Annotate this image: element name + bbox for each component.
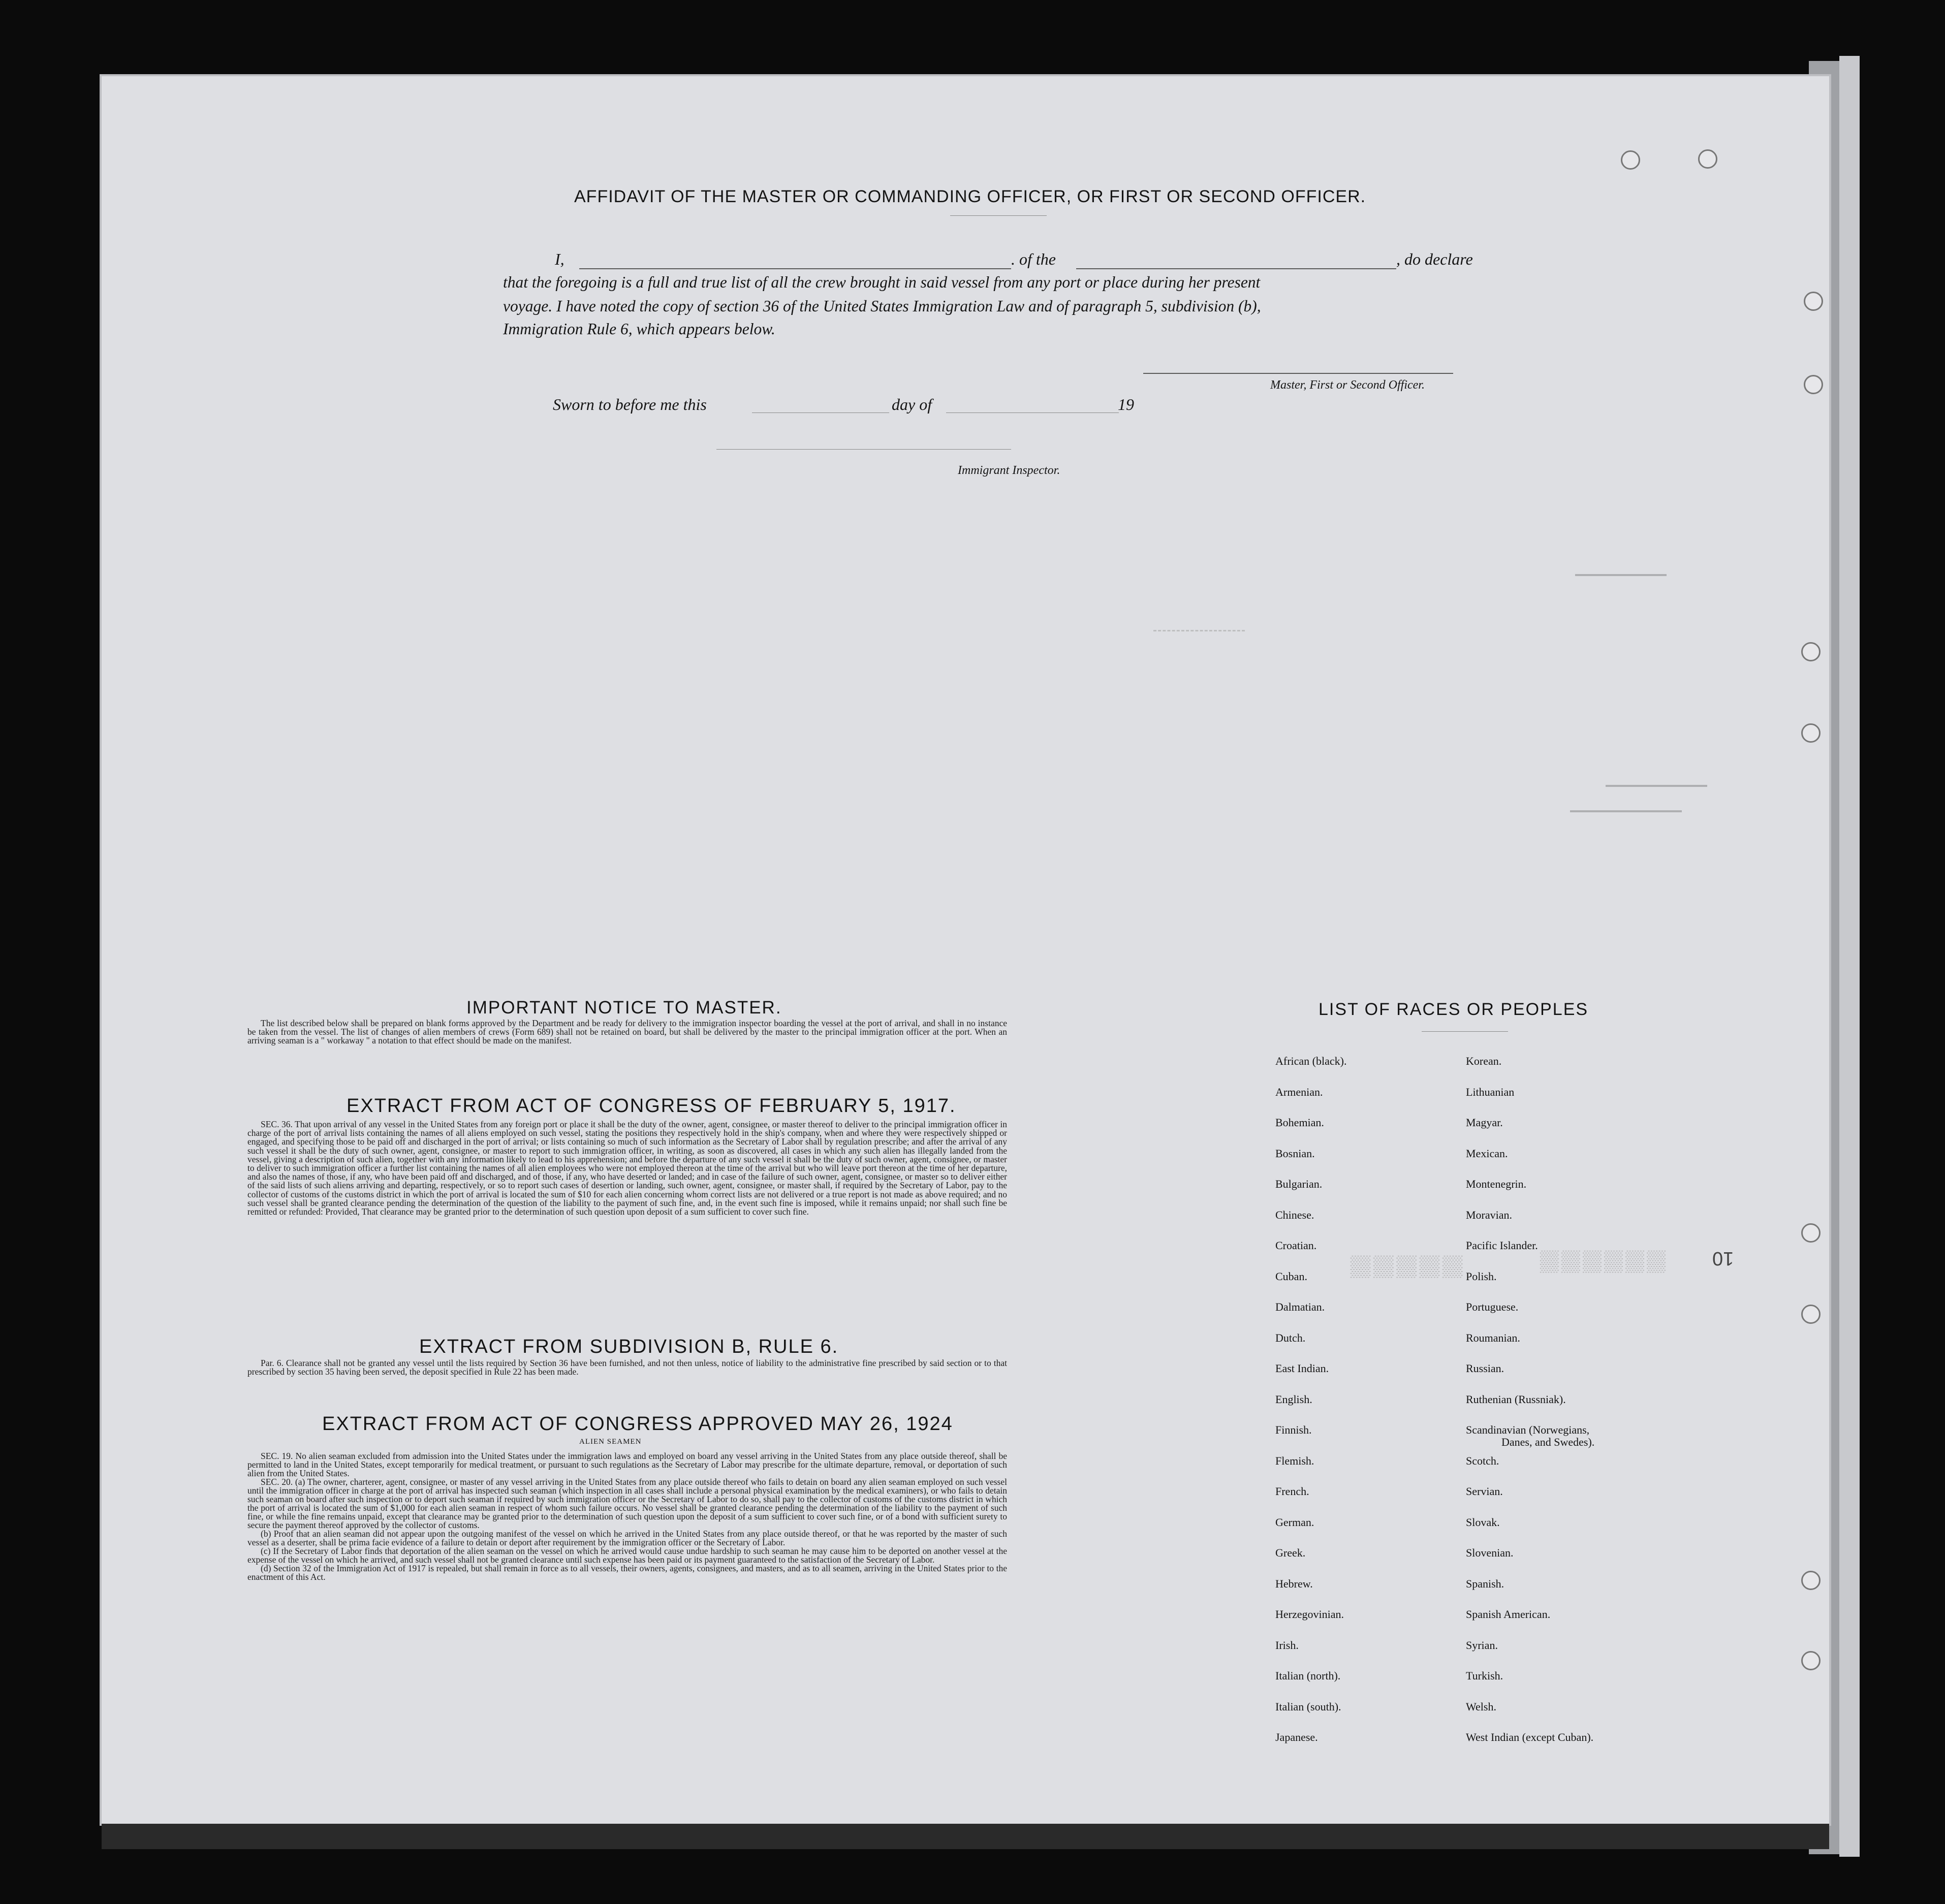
extract-1924-text xyxy=(247,1452,1007,1581)
binder-hole-icon xyxy=(1801,723,1821,743)
page-shadow xyxy=(102,1824,1829,1849)
affidavit-title: AFFIDAVIT OF THE MASTER OR COMMANDING OFFICER, OR FIRST OR SECOND OFFICER. xyxy=(574,187,1366,206)
sworn-day-line[interactable] xyxy=(752,412,889,413)
title-rule xyxy=(950,215,1047,216)
binder-hole-icon xyxy=(1801,1223,1821,1243)
affidavit-of-the: . of the xyxy=(1011,250,1056,268)
race-item: Roumanian. xyxy=(1466,1331,1520,1344)
rule-6-text xyxy=(247,1359,1007,1376)
race-item: Italian (north). xyxy=(1275,1669,1341,1682)
affidavit-line-4: Immigration Rule 6, which appears below. xyxy=(503,320,775,338)
race-item: Bulgarian. xyxy=(1275,1178,1323,1190)
sworn-label: Sworn to before me this xyxy=(553,395,707,414)
master-signature-label: Master, First or Second Officer. xyxy=(1270,378,1425,392)
race-item: Moravian. xyxy=(1466,1208,1513,1221)
races-title: LIST OF RACES OR PEOPLES xyxy=(1319,1000,1589,1019)
race-item: Italian (south). xyxy=(1275,1700,1341,1713)
affidavit-line-3: voyage. I have noted the copy of section 36 of the United States Immigration Law and of paragraph 5, subdivision (b), xyxy=(503,297,1261,315)
race-item: Greek. xyxy=(1275,1546,1306,1559)
section-20a-paragraph: SEC. 20. (a) The owner, charterer, agent, consignee, or master of any vessel arriving in the United States from any place outside thereof who fails to detain on board any alien seaman employed on such vessel until the immigration officer in charge at the port of arrival has inspected such seaman (which inspection in all cases shall include a personal physical examination by the medical examiners), or who fails to detain such seaman on board after such inspection or to deport such seaman if required by such immigration officer or the Secretary of Labor to do so, shall pay to the collector of customs of the customs district in which the port of arrival is located the sum of $1,000 for each alien seaman in respect of whom such failure occurs. No vessel shall be granted clearance pending the determination of the liability to the payment of such fine, or while the fine remains unpaid, except that clearance may be granted prior to the determination of such question upon the deposit of a sum sufficient to cover such fine, or of a bond with sufficient surety to secure the payment thereof approved by the collector of customs. xyxy=(247,1477,1007,1530)
notice-text xyxy=(247,1019,1007,1045)
race-item: Dutch. xyxy=(1275,1331,1306,1344)
name-blank-line[interactable] xyxy=(579,268,1011,269)
binder-hole-icon xyxy=(1801,1571,1821,1590)
race-item: Finnish. xyxy=(1275,1423,1312,1436)
race-item: Turkish. xyxy=(1466,1669,1503,1682)
race-item: Ruthenian (Russniak). xyxy=(1466,1392,1566,1406)
rule-6-paragraph: Par. 6. Clearance shall not be granted any vessel until the lists required by Section 36 have been furnished, and not then unless, notice of liability to the administrative fine prescribed by said section or to that prescribed by section 35 having been served, the deposit specified in Rule 22 has been made. xyxy=(247,1358,1007,1377)
affidavit-i-label: I, xyxy=(555,250,564,268)
race-item: African (black). xyxy=(1275,1055,1347,1067)
race-item: East Indian. xyxy=(1275,1362,1329,1375)
race-item: Spanish. xyxy=(1466,1577,1504,1590)
extract-1924-title: EXTRACT FROM ACT OF CONGRESS APPROVED MAY 26, 1924 xyxy=(322,1413,953,1435)
race-item: West Indian (except Cuban). xyxy=(1466,1731,1594,1743)
sworn-month-line[interactable] xyxy=(946,412,1119,413)
race-item: Montenegrin. xyxy=(1466,1178,1527,1190)
race-item: English. xyxy=(1275,1392,1312,1406)
race-scandinavian-continued: Danes, and Swedes). xyxy=(1501,1436,1595,1448)
binder-hole-icon xyxy=(1621,150,1640,170)
binder-hole-icon xyxy=(1801,1305,1821,1324)
race-item: Mexican. xyxy=(1466,1147,1508,1160)
master-signature-line[interactable] xyxy=(1143,373,1453,374)
race-item: Japanese. xyxy=(1275,1731,1318,1743)
section-36-paragraph: SEC. 36. That upon arrival of any vessel in the United States from any foreign port or place it shall be the duty of the owner, agent, consignee, or master thereof to deliver to the principal immigration officer in charge of the port of arrival lists containing the names of all aliens employed on such vessel, stating the positions they respectively hold in the ship's company, when and where they were respectively shipped or engaged, and specifying those to be paid off and discharged in the port of arrival; or lists containing so much of such information as the Secretary of Labor shall by regulation prescribe; and after the arrival of any such vessel it shall be the duty of such owner, agent, consignee, or master to report to such immigration officer, in writing, as soon as discovered, all cases in which any such alien has illegally landed from the vessel, giving a description of such alien, together with any information likely to lead to his apprehension; and before the departure of any such vessel it shall be the duty of such owner, agent, consignee, or master to deliver to such immigration officer a further list containing the names of all alien employees who were not employed thereon at the time of the arrival but who will leave port thereon at the time of her departure, and also the names of those, if any, who have been paid off and discharged, and of those, if any, who have deserted or landed; and in case of the failure of such owner, agent, consignee, or master so to deliver either of the said lists of such aliens arriving and departing, respectively, or so to report such cases of desertion or landing, such owner, agent, consignee, or master shall, if required by the Secretary of Labor, pay to the collector of customs of the customs district in which the port of arrival is located the sum of $10 for each alien concerning whom correct lists are not delivered or a true report is not made as above required; and no such vessel shall be granted clearance pending the determination of the question of the liability to the payment of such fine, and, in the event such fine is imposed, while it remains unpaid; nor shall such fine be remitted or refunded: Provided, That clearance may be granted prior to the determination of such question upon deposit of a sum sufficient to cover such fine. xyxy=(247,1119,1007,1217)
faint-stamp: ▒▒▒▒▒▒ xyxy=(1540,1250,1669,1272)
race-item: Chinese. xyxy=(1275,1208,1314,1221)
race-item: Pacific Islander. xyxy=(1466,1239,1538,1252)
race-item: Dalmatian. xyxy=(1275,1300,1325,1313)
race-item: Portuguese. xyxy=(1466,1300,1519,1313)
binder-hole-icon xyxy=(1801,642,1821,661)
section-19-block xyxy=(247,1452,1007,1478)
vessel-blank-line[interactable] xyxy=(1076,268,1396,269)
race-item: Slovenian. xyxy=(1466,1546,1514,1559)
race-item: Croatian. xyxy=(1275,1239,1317,1252)
race-item: Slovak. xyxy=(1466,1515,1500,1529)
inspector-signature-line[interactable] xyxy=(716,449,1011,450)
affidavit-line-2: that the foregoing is a full and true list of all the crew brought in said vessel from any port or place during her present xyxy=(503,273,1261,291)
race-item: Polish. xyxy=(1466,1270,1497,1283)
binder-hole-icon xyxy=(1804,292,1823,311)
race-item: Spanish American. xyxy=(1466,1608,1551,1621)
section-20d-block xyxy=(247,1564,1007,1581)
race-item: Welsh. xyxy=(1466,1700,1496,1713)
page-edge-highlight xyxy=(1839,56,1860,1857)
race-item: Scandinavian (Norwegians, xyxy=(1466,1423,1590,1436)
extract-1917-title: EXTRACT FROM ACT OF CONGRESS OF FEBRUARY 5, 1917. xyxy=(347,1095,956,1117)
binder-hole-icon xyxy=(1698,149,1717,169)
race-item: Korean. xyxy=(1466,1055,1502,1067)
rule-6-title: EXTRACT FROM SUBDIVISION B, RULE 6. xyxy=(419,1336,839,1357)
notice-paragraph: The list described below shall be prepared on blank forms approved by the Department and be ready for delivery to the immigration inspector boarding the vessel at the port of arrival, and shall in no instance be taken from the vessel. The list of changes of alien members of crews (Form 689) shall not be retained on board, but shall be delivered by the master to the principal immigration officer at the port. When an arriving seaman is a " workaway " a notation to that effect should be made on the manifest. xyxy=(247,1018,1007,1045)
affidavit-do-declare: , do declare xyxy=(1396,250,1473,268)
race-item: Lithuanian xyxy=(1466,1085,1515,1098)
bleed-through-mark xyxy=(1570,810,1682,812)
race-item: Armenian. xyxy=(1275,1085,1323,1098)
bleed-through-mark xyxy=(1575,574,1667,576)
inspector-label: Immigrant Inspector. xyxy=(958,464,1060,477)
race-item: French. xyxy=(1275,1485,1309,1498)
race-item: Magyar. xyxy=(1466,1116,1503,1129)
year-label: 19 xyxy=(1118,395,1134,414)
binder-hole-icon xyxy=(1804,375,1823,394)
alien-seamen-subtitle: ALIEN SEAMEN xyxy=(579,1438,642,1446)
races-title-rule xyxy=(1422,1031,1508,1032)
section-20d-paragraph: (d) Section 32 of the Immigration Act of 1917 is repealed, but shall remain in force as to all vessels, their owners, agents, consignees, and masters, and as to all seamen, arriving in the United States prior to the enactment of this Act. xyxy=(247,1563,1007,1582)
notice-title: IMPORTANT NOTICE TO MASTER. xyxy=(466,998,782,1018)
faint-stamp: ▒▒▒▒▒ xyxy=(1350,1255,1466,1277)
race-item: Bosnian. xyxy=(1275,1147,1315,1160)
bleed-through-mark xyxy=(1153,625,1245,631)
binder-hole-icon xyxy=(1801,1651,1821,1670)
race-item: Hebrew. xyxy=(1275,1577,1313,1590)
bleed-through-mark xyxy=(1606,785,1707,787)
section-20b-block xyxy=(247,1530,1007,1547)
race-item: Irish. xyxy=(1275,1638,1299,1652)
section-20b-paragraph: (b) Proof that an alien seaman did not appear upon the outgoing manifest of the vessel on which he arrived in the United States from any place outside thereof, or that he was reported by the master of such vessel as a deserter, shall be prima facie evidence of a failure to detain or deport after requirement by the immigration officer or the Secretary of Labor. xyxy=(247,1529,1007,1547)
section-20c-block xyxy=(247,1547,1007,1564)
race-item: Herzegovinian. xyxy=(1275,1608,1344,1621)
section-20a-block xyxy=(247,1478,1007,1530)
race-item: Flemish. xyxy=(1275,1454,1314,1467)
race-item: Bohemian. xyxy=(1275,1116,1324,1129)
race-item: German. xyxy=(1275,1515,1314,1529)
section-20c-paragraph: (c) If the Secretary of Labor finds that deportation of the alien seaman on the vessel on which he arrived would cause undue hardship to such seaman he may cause him to be deported on another vessel at the expense of the vessel on which he arrived, and such vessel shall not be granted clearance until such expense has been paid or its payment guaranteed to the satisfaction of the Secretary of Labor. xyxy=(247,1546,1007,1565)
margin-page-number: 10 xyxy=(1712,1248,1734,1269)
race-item: Russian. xyxy=(1466,1362,1504,1375)
section-19-paragraph: SEC. 19. No alien seaman excluded from admission into the United States under the immigration laws and employed on board any vessel arriving in the United States from any place outside thereof, shall be permitted to land in the United States, except temporarily for medical treatment, or pursuant to such regulations as the Secretary of Labor may prescribe for the ultimate departure, removal, or deportation of such alien from the United States. xyxy=(247,1451,1007,1478)
race-item: Cuban. xyxy=(1275,1270,1307,1283)
race-item: Syrian. xyxy=(1466,1638,1498,1652)
race-item: Servian. xyxy=(1466,1485,1503,1498)
race-item: Scotch. xyxy=(1466,1454,1499,1467)
extract-1917-text xyxy=(247,1120,1007,1216)
day-of-label: day of xyxy=(892,395,932,414)
